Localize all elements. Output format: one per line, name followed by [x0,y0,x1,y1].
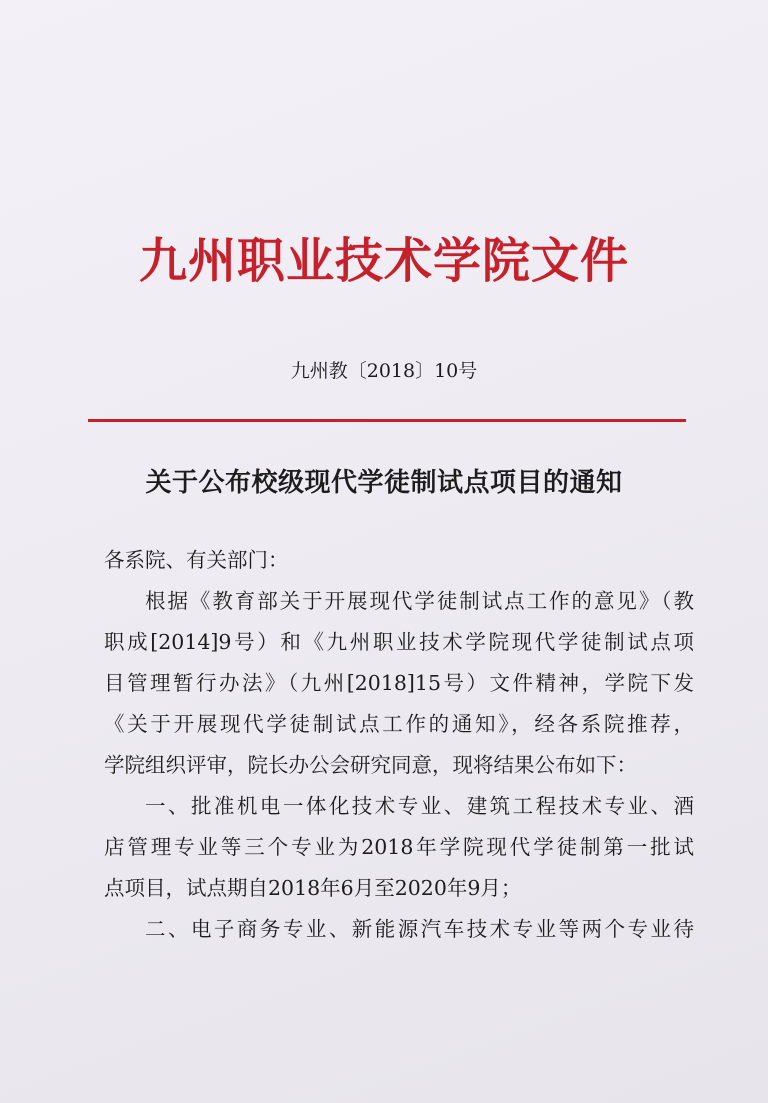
body-line: 二、电子商务专业、新能源汽车技术专业等两个专业待 [145,917,694,941]
body-line: 店管理专业等三个专业为2018年学院现代学徒制第一批试 [104,835,694,859]
salutation: 各系院、有关部门： [104,548,289,572]
notice-title: 关于公布校级现代学徒制试点项目的通知 [145,468,623,498]
body-line: 一、批准机电一体化技术专业、建筑工程技术专业、酒 [145,794,694,818]
notice-body [104,540,694,950]
body-line: 职成[2014]9号）和《九州职业技术学院现代学徒制试点项 [104,630,694,654]
body-line: 《关于开展现代学徒制试点工作的通知》，经各系院推荐， [104,712,694,736]
document-number: 九州教〔2018〕10号 [290,360,478,382]
body-line: 目管理暂行办法》（九州[2018]15号）文件精神，学院下发 [104,671,694,695]
body-line: 点项目，试点期自2018年6月至2020年9月； [104,876,522,900]
document-header-title: 九州职业技术学院文件 [138,233,629,289]
body-line: 学院组织评审，院长办公会研究同意，现将结果公布如下： [104,753,637,777]
body-line: 根据《教育部关于开展现代学徒制试点工作的意见》（教 [145,589,694,613]
red-divider-line [88,419,686,422]
